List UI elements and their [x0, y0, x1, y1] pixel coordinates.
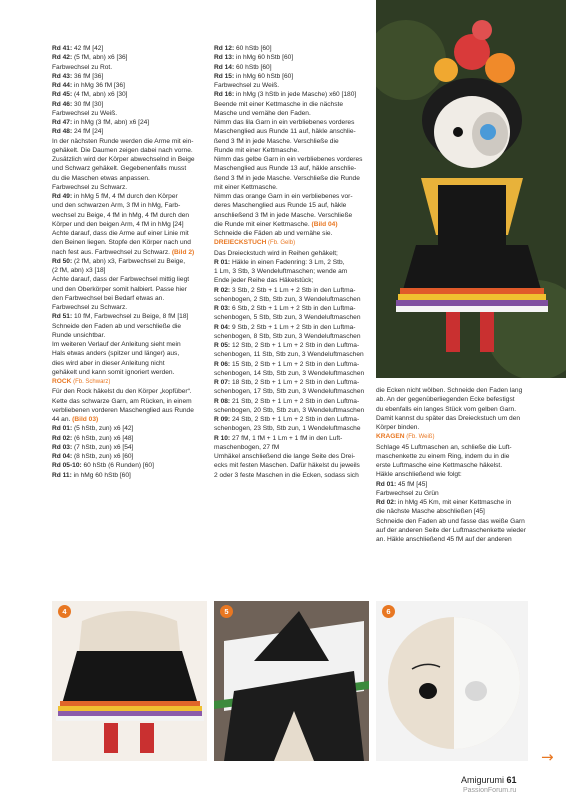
text-line	[52, 257, 205, 266]
section-title: DREIECKSTUCH	[214, 239, 267, 247]
round-label: Rd 16:	[214, 91, 235, 99]
text-line	[214, 249, 370, 258]
instruction-text: anschließend 3 fM in jede Masche. Verschließe	[214, 211, 353, 219]
instruction-text: Beende mit einer Kettmasche in die nächste	[214, 100, 344, 108]
text-line	[214, 378, 370, 387]
instruction-text: ecks mit festen Maschen. Dafür häkelst du jeweils	[214, 462, 360, 470]
instruction-text: In der nächsten Runde werden die Arme mit ein-	[52, 137, 194, 145]
image-reference: (Bild 04)	[311, 220, 338, 228]
text-line	[214, 461, 370, 470]
instruction-text: schenbogen, 5 Stb, Stb zun, 3 Wendeluftmaschen	[214, 314, 361, 322]
instruction-text: (2 fM, abn) x3 [18]	[52, 267, 106, 274]
text-line	[214, 201, 370, 210]
text-line	[52, 368, 205, 377]
text-line	[214, 220, 370, 229]
instruction-text: Schneide die Fäden ab und vernähe sie.	[214, 230, 333, 237]
instruction-text: Häkle in einen Fadenring: 3 Lm, 2 Stb,	[230, 258, 345, 266]
instruction-text: (8 hStb, zun) x6 [60]	[72, 453, 134, 460]
text-line	[376, 395, 528, 404]
text-line	[214, 276, 370, 285]
instruction-text: und den Oberkörper somit halbiert. Passe hier	[52, 285, 187, 293]
instruction-text: gehäkelt. Die Daumen zeigen dabei nach vorne.	[52, 146, 193, 154]
text-line	[376, 535, 528, 544]
instruction-text: den Beinen liegen. Stopfe den Körper nach und	[52, 239, 191, 247]
text-line	[214, 81, 370, 90]
section-title: ROCK	[52, 378, 72, 385]
text-line	[52, 201, 205, 210]
instruction-text: Nimm das gelbe Garn in ein verbliebenes vorderes	[214, 156, 363, 163]
text-line	[52, 63, 205, 72]
instruction-text: 3 Stb, 2 Stb + 1 Lm + 2 Stb in den Luftma-	[230, 286, 356, 294]
instruction-text: 24 Stb, 2 Stb + 1 Lm + 2 Stb in den Luftma-	[230, 416, 360, 423]
text-line	[214, 267, 370, 276]
text-line	[52, 53, 205, 62]
round-label: Rd 05-10:	[52, 462, 82, 470]
instruction-text: (6 hStb, zun) x6 [48]	[72, 434, 134, 442]
instruction-text: in hMg 5 fM, 4 fM durch den Körper	[72, 193, 178, 200]
instruction-text: 10 fM, Farbwechsel zu Beige, 8 fM [18]	[72, 313, 189, 321]
instruction-text: Hals etwas anders (spitzer und länger) aus,	[52, 350, 180, 358]
round-label: Rd 49:	[52, 193, 73, 200]
photo-number-badge: 6	[382, 605, 395, 618]
instruction-text: schenbogen, 17 Stb, Stb zun, 3 Wendeluftmaschen	[214, 388, 365, 396]
instruction-text: Masche und vernähe den Faden.	[214, 109, 311, 117]
text-line	[214, 341, 370, 350]
text-line	[376, 414, 528, 423]
text-line	[214, 90, 370, 99]
text-line	[52, 192, 205, 201]
round-label: R 10:	[214, 434, 231, 442]
text-line	[214, 434, 370, 443]
instruction-text: Schneide den Faden ab und verschließe die	[52, 322, 182, 330]
instruction-text: Zusätzlich wird der Körper abwechselnd in Beige	[52, 156, 195, 163]
instruction-text: 42 fM [42]	[72, 45, 104, 52]
instruction-text: ßend 3 fM in jede Masche. Verschließe die Runde	[214, 174, 360, 182]
instruction-text: Schneide den Faden ab und fasse das weiße Garn	[376, 517, 525, 525]
text-line	[376, 517, 528, 526]
text-line	[52, 275, 205, 284]
instruction-text: 60 hStb [60]	[234, 45, 272, 52]
round-label: Rd 45:	[52, 91, 73, 99]
instruction-text: wechsel zu Beige, 4 fM in hMg, 4 fM durch den	[52, 211, 190, 219]
round-label: Rd 11:	[52, 471, 72, 479]
text-line	[52, 211, 205, 220]
text-line	[214, 415, 370, 424]
instruction-text: Runde unsichtbar.	[52, 331, 106, 339]
round-label: Rd 14:	[214, 63, 235, 71]
head-illustration	[376, 601, 528, 761]
instruction-text: die Runde mit einer Kettmasche.	[214, 220, 312, 228]
instruction-text: den Farbwechsel bei Bedarf etwas an.	[52, 294, 165, 302]
instruction-text: Maschenglied aus Runde 13 auf, häkle anschlie-	[214, 165, 357, 173]
section-yarn-color: (Fb. Gelb)	[266, 240, 296, 247]
instruction-text: 44 an.	[52, 416, 73, 423]
text-line	[52, 461, 205, 470]
instruction-text: (5 fM, abn) x6 [36]	[72, 54, 128, 62]
round-label: Rd 12:	[214, 45, 235, 52]
text-line	[376, 461, 528, 470]
instruction-text: 21 Stb, 2 Stb + 1 Lm + 2 Stb in den Luftma-	[230, 397, 360, 405]
image-reference: (Bild 2)	[171, 248, 195, 256]
round-label: R 02:	[214, 286, 231, 294]
text-line	[214, 109, 370, 118]
instruction-text: 1 Lm, 3 Stb, 3 Wendeluftmaschen; wende am	[214, 268, 348, 275]
text-line	[214, 44, 370, 53]
text-line	[214, 452, 370, 461]
text-line	[52, 100, 205, 109]
text-line	[52, 174, 205, 183]
instruction-text: Nimm das lila Garn in ein verbliebenes vorderes	[214, 119, 355, 126]
magazine-name: Amigurumi	[461, 775, 505, 785]
text-line	[214, 369, 370, 378]
round-label: Rd 47:	[52, 119, 73, 126]
photo-head	[376, 601, 528, 761]
instruction-text: maschenbogen, 27 fM	[214, 443, 280, 451]
section-heading	[214, 238, 370, 248]
instruction-text: auf der anderen Seite der Luftmaschenkette wieder	[376, 526, 526, 534]
text-line	[376, 452, 528, 461]
text-line	[376, 489, 528, 498]
instruction-text: schenbogen, 14 Stb, Stb zun, 3 Wendeluftmaschen	[214, 369, 365, 377]
instruction-text: und Schwarz gehäkelt. Gegebenenfalls musst	[52, 165, 187, 173]
instruction-text: Das Dreieckstuch wird in Reihen gehäkelt;	[214, 249, 338, 257]
round-label: Rd 51:	[52, 313, 73, 321]
text-line	[214, 424, 370, 433]
text-line	[52, 285, 205, 294]
text-line	[376, 507, 528, 516]
round-label: Rd 50:	[52, 257, 73, 265]
instruction-text: Körper und den beigen Arm, 4 fM in hMg [24]	[52, 220, 184, 228]
instruction-text: 60 hStb (6 Runden) [60]	[81, 462, 154, 470]
instruction-text: in hMg (3 fM, abn) x6 [24]	[72, 119, 150, 126]
text-line	[52, 424, 205, 433]
text-line	[52, 340, 205, 349]
instruction-text: 36 fM [36]	[72, 72, 104, 80]
next-page-arrow-icon: →	[541, 748, 554, 766]
text-line	[52, 331, 205, 340]
text-line	[52, 238, 205, 247]
text-line	[52, 349, 205, 358]
instruction-text: die nächste Masche abschließen [45]	[376, 508, 485, 516]
instruction-text: 9 Stb, 2 Stb + 1 Lm + 2 Stb in den Luftma-	[230, 323, 356, 331]
instruction-text: maschenkette zu einem Ring, indem du in die	[376, 452, 510, 460]
round-label: R 09:	[214, 416, 231, 423]
text-line	[214, 137, 370, 146]
instruction-text: verbliebenen vorderen Maschenglied aus Runde	[52, 406, 194, 414]
instruction-text: in hMg 36 fM [36]	[72, 82, 125, 89]
text-line	[214, 229, 370, 238]
round-label: Rd 02:	[52, 434, 73, 442]
text-line	[376, 443, 528, 452]
round-label: Rd 44:	[52, 82, 73, 89]
text-line	[214, 397, 370, 406]
instruction-text: Schlage 45 Luftmaschen an, schließe die Luft-	[376, 443, 512, 451]
text-line	[214, 350, 370, 359]
section-yarn-color: (Fb. Schwarz)	[71, 379, 111, 385]
round-label: R 07:	[214, 379, 231, 386]
text-line	[214, 443, 370, 452]
instruction-text: dies wird aber in dieser Anleitung nicht	[52, 359, 165, 367]
instruction-text: 60 hStb [60]	[234, 63, 272, 71]
text-line	[214, 53, 370, 62]
section-title: KRAGEN	[376, 433, 405, 441]
text-line	[52, 127, 205, 136]
instruction-text: ab. An der gegenüberliegenden Ecke befestigst	[376, 396, 515, 404]
text-line	[214, 118, 370, 127]
instruction-text: Für den Rock häkelst du den Körper „kopfüber“.	[52, 388, 192, 396]
text-line	[52, 434, 205, 443]
text-line	[52, 266, 205, 275]
instruction-text: ßend 3 fM in jede Masche. Verschließe die	[214, 137, 339, 145]
instruction-text: (4 fM, abn) x6 [30]	[72, 91, 128, 99]
instruction-text: schenbogen, 20 Stb, Stb zun, 3 Wendeluftmaschen	[214, 406, 365, 414]
instruction-text: in hMg 45 Km, mit einer Kettmasche in	[396, 499, 512, 506]
text-line	[52, 322, 205, 331]
instruction-text: in hMg (3 hStb in jede Masche) x60 [180]	[234, 91, 357, 99]
round-label: Rd 02:	[376, 499, 397, 506]
instruction-text: Runde mit einer Kettmasche.	[214, 146, 300, 154]
instruction-text: du ebenfalls ein langes Stück vom gelben Garn.	[376, 405, 517, 413]
instruction-text: Ende jeder Reihe das Häkelstück;	[214, 277, 314, 285]
text-line	[376, 498, 528, 507]
instruction-text: Körper binden.	[376, 424, 420, 431]
text-line	[52, 387, 205, 396]
text-line	[52, 220, 205, 229]
photo-shawl	[214, 601, 369, 761]
text-line	[214, 211, 370, 220]
round-label: Rd 03:	[52, 443, 73, 451]
instruction-text: 30 fM [30]	[72, 100, 104, 108]
shawl-illustration	[214, 601, 369, 761]
page-footer	[461, 775, 517, 785]
watermark: PassionForum.ru	[463, 787, 517, 794]
text-line	[214, 155, 370, 164]
instruction-text: in hMg 60 hStb [60]	[71, 471, 131, 479]
round-label: Rd 42:	[52, 54, 73, 62]
instruction-text: erste Luftmasche eine Kettmasche häkelst.	[376, 462, 503, 469]
instruction-text: (2 fM, abn) x3, Farbwechsel zu Beige,	[72, 257, 186, 265]
text-line	[52, 312, 205, 321]
instruction-text: Farbwechsel zu Schwarz.	[52, 304, 128, 311]
round-label: R 06:	[214, 360, 231, 368]
skirt-illustration	[52, 601, 207, 761]
instruction-text: Farbwechsel zu Weiß.	[52, 109, 118, 117]
text-line	[214, 387, 370, 396]
text-line	[52, 164, 205, 173]
text-line	[376, 405, 528, 414]
round-label: R 04:	[214, 323, 231, 331]
instruction-text: Maschenglied aus Runde 11 auf, häkle anschlie-	[214, 128, 356, 136]
round-label: Rd 13:	[214, 54, 235, 62]
text-line	[376, 526, 528, 535]
text-line	[52, 471, 205, 480]
text-line	[214, 313, 370, 322]
text-line	[52, 397, 205, 406]
text-line	[52, 229, 205, 238]
instruction-text: Kette das schwarze Garn, am Rücken, in einem	[52, 397, 192, 405]
text-line	[52, 81, 205, 90]
text-line	[214, 258, 370, 267]
text-line	[376, 480, 528, 489]
section-heading	[52, 377, 205, 387]
text-line	[52, 406, 205, 415]
instruction-text: Farbwechsel zu Rot.	[52, 63, 113, 71]
text-line	[52, 72, 205, 81]
instruction-text: schenbogen, 8 Stb, Stb zun, 3 Wendeluftmaschen	[214, 332, 361, 340]
instruction-text: an. Häkle anschließend 45 fM auf der anderen	[376, 536, 512, 543]
text-line	[376, 386, 528, 395]
round-label: R 03:	[214, 305, 231, 312]
doll-photo	[376, 0, 566, 378]
instruction-text: 27 fM, 1 fM + 1 Lm + 1 fM in den Luft-	[230, 434, 343, 442]
instruction-text: Damit kannst du später das Dreieckstuch um den	[376, 414, 521, 422]
text-line	[214, 183, 370, 192]
instruction-text: 45 fM [45]	[396, 480, 428, 488]
instruction-text: Umhäkel anschließend die lange Seite des Drei-	[214, 453, 356, 460]
text-line	[376, 423, 528, 432]
text-line	[214, 63, 370, 72]
instruction-text: 6 Stb, 2 Stb + 1 Lm + 2 Stb in den Luftma-	[230, 305, 356, 312]
instruction-text: 12 Stb, 2 Stb + 1 Lm + 2 Stb in den Luftma-	[230, 342, 360, 349]
round-label: Rd 41:	[52, 45, 73, 52]
text-line	[214, 471, 370, 480]
text-line	[52, 109, 205, 118]
instruction-text: gehäkelt und kann somit ignoriert werden.	[52, 368, 175, 376]
text-line	[52, 452, 205, 461]
instruction-text: Achte darauf, dass die Arme auf einer Linie mit	[52, 230, 189, 237]
instruction-text: 18 Stb, 2 Stb + 1 Lm + 2 Stb in den Luftma-	[230, 379, 360, 386]
instruction-text: 24 fM [24]	[72, 128, 104, 136]
round-label: Rd 46:	[52, 100, 73, 108]
page-number: 61	[506, 775, 517, 785]
instruction-text: mit einer Kettmasche.	[214, 183, 278, 191]
text-line	[214, 100, 370, 109]
instruction-text: in hMg 60 hStb [60]	[234, 72, 294, 80]
instruction-text: nach fest aus. Farbwechsel zu Schwarz.	[52, 248, 172, 256]
photo-number-badge: 5	[220, 605, 233, 618]
text-line	[52, 294, 205, 303]
round-label: R 05:	[214, 342, 231, 349]
text-line	[52, 146, 205, 155]
round-label: Rd 15:	[214, 72, 235, 80]
text-line	[52, 183, 205, 192]
instruction-text: 15 Stb, 2 Stb + 1 Lm + 2 Stb in den Luftma-	[230, 360, 360, 368]
instruction-text: und den schwarzen Arm, 3 fM in hMg, Farb-	[52, 202, 181, 210]
instruction-text: (5 hStb, zun) x6 [42]	[72, 425, 134, 433]
text-line	[52, 137, 205, 146]
round-label: Rd 01:	[52, 425, 73, 433]
section-heading	[376, 432, 528, 442]
instruction-text: Häkle anschließend wie folgt:	[376, 471, 462, 479]
instruction-text: schenbogen, 11 Stb, Stb zun, 3 Wendeluftmaschen	[214, 351, 364, 359]
instruction-text: die Ecken nicht wölben. Schneide den Faden lang	[376, 387, 523, 394]
text-column-3	[376, 386, 528, 544]
text-line	[52, 303, 205, 312]
text-line	[214, 127, 370, 136]
text-line	[376, 470, 528, 479]
instruction-text: deres Maschenglied aus Runde 15 auf, häkle	[214, 202, 347, 210]
text-line	[214, 192, 370, 201]
instruction-text: (7 hStb, zun) x6 [54]	[72, 443, 134, 451]
text-line	[214, 72, 370, 81]
text-column-1	[52, 44, 205, 480]
round-label: Rd 43:	[52, 72, 73, 80]
photo-number-badge: 4	[58, 605, 71, 618]
text-line	[214, 295, 370, 304]
instruction-text: in hMg 60 hStb [60]	[234, 54, 294, 62]
text-line	[214, 164, 370, 173]
instruction-text: Farbwechsel zu Schwarz.	[52, 183, 128, 191]
text-line	[52, 118, 205, 127]
text-line	[214, 146, 370, 155]
round-label: R 08:	[214, 397, 231, 405]
text-line	[214, 332, 370, 341]
text-line	[214, 406, 370, 415]
text-line	[214, 360, 370, 369]
text-line	[52, 415, 205, 424]
instruction-text: schenbogen, 2 Stb, Stb zun, 3 Wendeluftmaschen	[214, 295, 361, 303]
text-line	[52, 155, 205, 164]
instruction-text: Nimm das orange Garn in ein verbliebenes vor-	[214, 193, 353, 200]
instruction-text: schenbogen, 23 Stb, Stb zun, 1 Wendeluftmasche	[214, 425, 361, 433]
text-line	[52, 248, 205, 257]
image-reference: (Bild 03)	[72, 416, 99, 423]
text-line	[214, 286, 370, 295]
text-column-2	[214, 44, 370, 480]
text-line	[52, 443, 205, 452]
instruction-text: Farbwechsel zu Grün	[376, 489, 439, 497]
instruction-text: Achte darauf, dass der Farbwechsel mittig liegt	[52, 276, 190, 284]
text-line	[52, 359, 205, 368]
doll-illustration	[376, 0, 566, 378]
instruction-text: Im weiteren Verlauf der Anleitung sieht mein	[52, 341, 181, 348]
text-line	[52, 44, 205, 53]
round-label: Rd 04:	[52, 453, 73, 460]
text-line	[214, 174, 370, 183]
instruction-text: du die Maschen etwas anpassen.	[52, 174, 150, 182]
text-line	[214, 323, 370, 332]
instruction-text: Farbwechsel zu Weiß.	[214, 82, 280, 89]
round-label: Rd 01:	[376, 480, 397, 488]
text-line	[52, 90, 205, 99]
instruction-text: 2 oder 3 feste Maschen in die Ecken, sodass sich	[214, 471, 359, 479]
section-yarn-color: (Fb. Weiß)	[404, 434, 435, 441]
photo-skirt	[52, 601, 207, 761]
text-line	[214, 304, 370, 313]
round-label: Rd 48:	[52, 128, 73, 136]
round-label: R 01:	[214, 258, 231, 266]
